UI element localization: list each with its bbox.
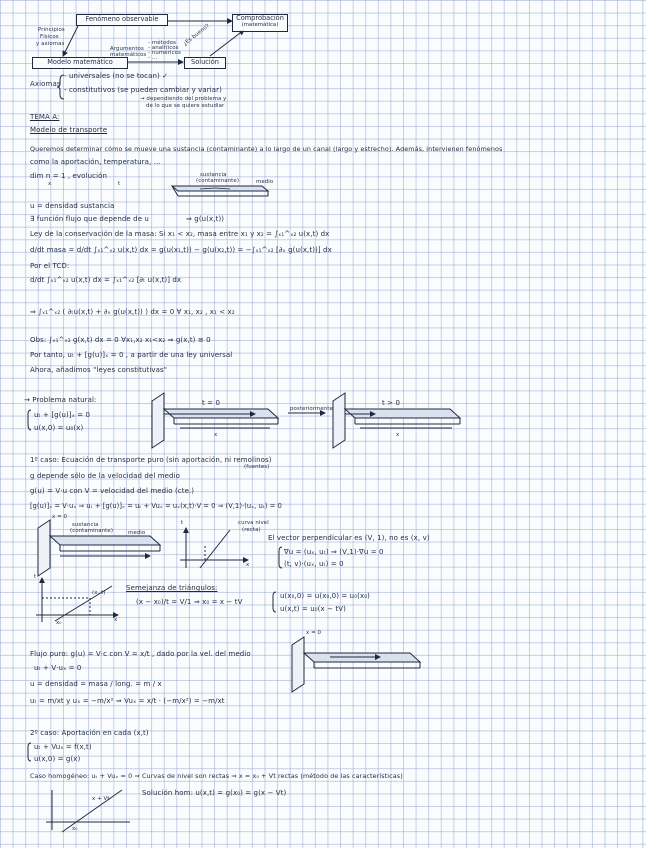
- caso1-fuentes: (fuentes): [244, 464, 270, 470]
- problema-title: → Problema natural:: [24, 396, 97, 404]
- ddt-masa: d/dt masa = d/dt ∫ₓ₁^ₓ₂ u(x,t) dx = g(u(x₁,t)) − g(u(x₂,t)) = −∫ₓ₁^ₓ₂ [∂ₓ g(u(x,t))] dx: [30, 246, 332, 254]
- solucion-hom: Solución hom: u(x,t) = g(x₀) = g(x − Vt): [142, 789, 287, 797]
- level-curve-plot: [180, 528, 248, 568]
- box-comprobacion: [232, 14, 288, 32]
- metodos-1: - analíticos: [148, 45, 179, 51]
- curva-nivel-sub: (recta): [242, 527, 261, 533]
- principios-2: y axiomas: [36, 41, 65, 47]
- tema-intro2: como la aportación, temperatura, ...: [30, 158, 161, 166]
- box-solucion: [184, 57, 226, 69]
- integral-eq: ⇒ ∫ₓ₁^ₓ₂ ( ∂ₜu(x,t) + ∂ₓ g(u(x,t)) ) dx = 0 ∀ x₁, x₂ , x₁ < x₂: [30, 308, 235, 316]
- similar-triangles-plot: [36, 578, 118, 622]
- caso1-x0: x = 0: [52, 514, 68, 520]
- ahora-line: Ahora, añadimos "leyes constitutivas": [30, 366, 168, 374]
- box-modelo: [32, 57, 128, 69]
- canal-sustancia: sustancia: [200, 172, 227, 178]
- caso1-medio: medio: [128, 530, 146, 536]
- canal-sustancia-sub: (contaminante): [196, 178, 240, 184]
- arrow-solucion-comprobacion: [210, 30, 244, 56]
- caso1-g-dep: g depende sólo de la velocidad del medio: [30, 472, 180, 480]
- principios-0: Principios: [38, 27, 65, 33]
- obs-line: Obs: ∫ₓ₁^ₓ₂ g(x,t) dx = 0 ∀x₁,x₂ x₁<x₂ ⇒ g(x,t) ≡ 0: [30, 336, 211, 344]
- deriv-line: uₜ = m/xt y uₓ = −m/x² ⇒ Vuₓ = x/t · (−m/x²) = −m/xt: [30, 697, 225, 705]
- canal-medio: medio: [256, 179, 274, 185]
- sol1: u(x₀,0) = u(x₀,0) = u₀(x₀): [280, 592, 370, 600]
- tri-t: t: [34, 574, 37, 580]
- caso2-eq2: u(x,0) = g(x): [34, 755, 81, 763]
- dim-t: t: [118, 181, 121, 187]
- arrow-fenomeno-modelo: [63, 26, 78, 56]
- tri-x: x: [114, 617, 118, 623]
- box-fenomeno-label: Fenómeno observable: [85, 15, 159, 23]
- caso1-x-axis: x: [246, 562, 250, 568]
- axiomas-note1: → dependiendo del problema y: [140, 96, 227, 102]
- dim-x: x: [48, 181, 52, 187]
- por-tanto: Por tanto, uₜ + [g(u)]ₓ = 0 , a partir de una ley universal: [30, 351, 233, 359]
- caso2-title: 2º caso: Aportación en cada (x,t): [30, 729, 149, 737]
- box-modelo-label: Modelo matemático: [47, 58, 113, 66]
- problema-t0: t = 0: [202, 399, 221, 407]
- caso2-fig-label: x + Vt: [92, 796, 110, 802]
- caso1-title: 1º caso: Ecuación de transporte puro (sin aportación, ni remolinos): [30, 456, 272, 464]
- principios-1: Físicos: [40, 34, 59, 40]
- box-comprobacion-label: Comprobación: [236, 14, 284, 22]
- caso1-sustancia-sub: (contaminante): [70, 528, 114, 534]
- densidad-line: u = densidad sustancia: [30, 202, 115, 210]
- axiomas-line1: - universales (no se tocan) ✓: [64, 72, 169, 80]
- sol2: u(x,t) = u₀(x − tV): [280, 605, 346, 613]
- ley-conservacion: Ley de la conservación de la masa: Si x₁ < x₂, masa entre x₁ y x₂ = ∫ₓ₁^ₓ₂ u(x,t) dx: [30, 230, 330, 238]
- tcd-eq: d/dt ∫ₓ₁^ₓ₂ u(x,t) dx = ∫ₓ₁^ₓ₂ [∂ₜ u(x,t)] dx: [30, 276, 182, 284]
- por-tcd: Por el TCD:: [30, 262, 70, 270]
- densidad-frac: u = densidad = masa / long. = m / x: [30, 680, 162, 688]
- fig-x0: x = 0: [306, 630, 322, 636]
- tri-x0: x₀: [56, 620, 62, 626]
- tema-subtitle: Modelo de transporte: [30, 126, 108, 134]
- box-solucion-label: Solución: [191, 58, 219, 66]
- metodos-2: - numéricos: [148, 50, 181, 56]
- dim-line: dim n = 1 , evolución: [30, 172, 108, 180]
- flujo-puro: Flujo puro: g(u) = V·c con V = x/t , dado por la vel. del medio: [30, 650, 251, 658]
- semejanza-eq: (x − x₀)/t = V/1 ⇒ x₀ = x − tV: [136, 598, 243, 606]
- axiomas-note2: de lo que se quiere estudiar: [146, 103, 225, 109]
- eq-ut: uₜ + V·uₓ = 0: [34, 664, 82, 672]
- argumentos-1: matemáticos: [110, 52, 147, 58]
- caso1-g-eq: g(u) = V·u con V = velocidad del medio (cte.): [30, 487, 195, 495]
- problema-t-label: t > 0: [382, 399, 401, 407]
- problema-eq2: u(x,0) = u₀(x): [34, 424, 84, 432]
- tema-title: TEMA A:: [30, 113, 60, 121]
- argumentos-0: Argumentos: [110, 46, 144, 52]
- box-fenomeno: [76, 14, 168, 26]
- axiomas-label: Axiomas: [30, 80, 61, 88]
- problema-x2: x: [396, 432, 400, 438]
- problema-arrow-label: posteriormente: [290, 406, 333, 412]
- semejanza: Semejanza de triángulos:: [126, 584, 218, 592]
- caso2-eq1: uₜ + Vuₓ = f(x,t): [34, 743, 92, 751]
- metodos-0: - métodos: [148, 40, 177, 46]
- grad2: (t, v)·(uₓ, uₜ) = 0: [284, 560, 344, 568]
- caso2-fig-x0: x₀: [72, 826, 78, 832]
- tema-intro1: Queremos determinar cómo se mueve una sustancia (contaminante) a lo largo de un canal (largo y estrecho). Además, intervienen fenómenos: [30, 145, 503, 153]
- caso1-eq-chain: [g(u)]ₓ = V·uₓ ⇒ uₜ + [g(u)]ₓ = uₜ + Vuₓ = uₓ(x,t)·V = 0 ⇒ (V,1)·(uₓ, uₜ) = 0: [30, 502, 282, 510]
- grad1: ∇u = (uₓ, uₜ) ⇒ (V,1)·∇u = 0: [284, 548, 384, 556]
- box-comprobacion-sub: (matemática): [241, 22, 279, 28]
- characteristics-plot: [46, 790, 130, 832]
- problema-x1: x: [214, 432, 218, 438]
- flujo-line: ∃ función flujo que depende de u: [30, 215, 149, 223]
- curva-nivel: curva nivel: [238, 520, 269, 526]
- metodos-3: - ...: [148, 55, 158, 61]
- axiomas-line2: - constitutivos (se pueden cambiar y variar): [64, 86, 222, 94]
- figure-flujo-x0: [292, 637, 420, 692]
- diag-label: ¿Es bueno?: [182, 22, 211, 48]
- caso1-t-axis: t: [181, 520, 184, 526]
- tri-pt: (x, t): [92, 590, 106, 596]
- flujo-result: ⇒ g(u(x,t)): [186, 215, 225, 223]
- caso1-sustancia: sustancia: [72, 522, 99, 528]
- problema-eq1: uₜ + [g(u)]ₓ = 0: [34, 411, 91, 419]
- caso-homogeneo: Caso homogéneo: uₜ + Vuₓ = 0 ⇒ Curvas de nivel son rectas ⇒ x = x₀ + Vt rectas (método de las características): [30, 772, 403, 780]
- vector-perp: El vector perpendicular es (V, 1), no es (x, v): [268, 534, 430, 542]
